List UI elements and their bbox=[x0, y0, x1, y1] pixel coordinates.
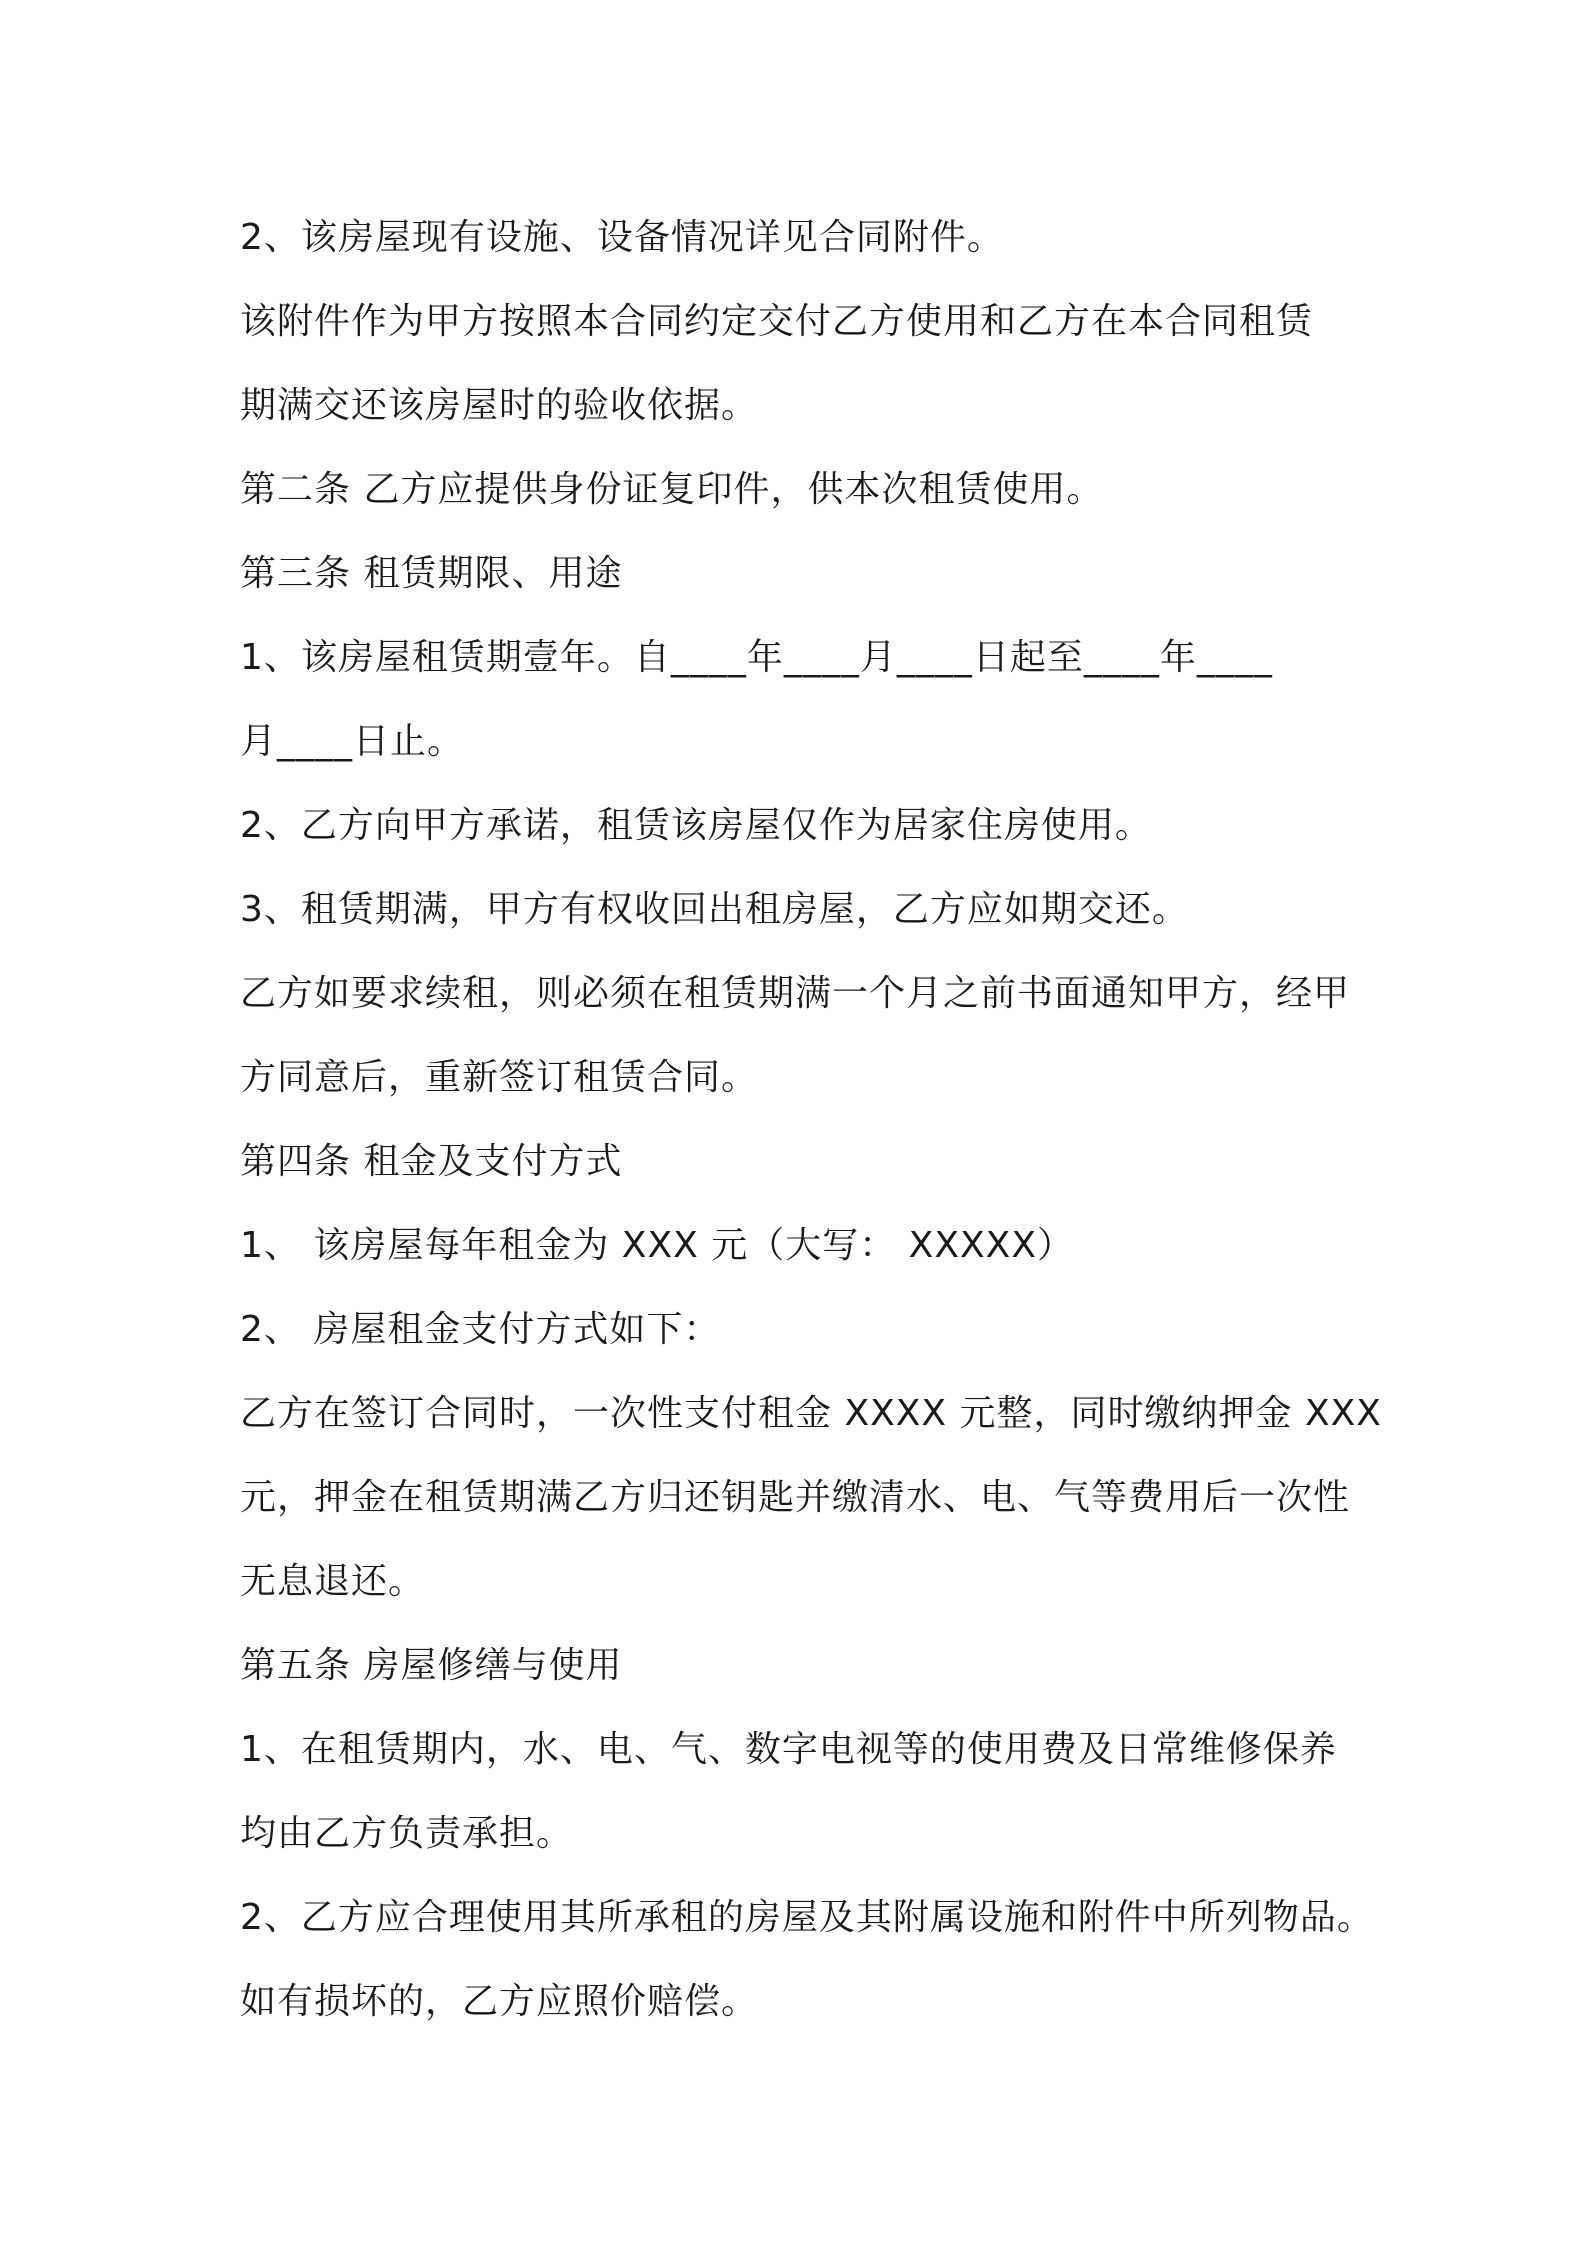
clause-line: 3、租赁期满，甲方有权收回出租房屋，乙方应如期交还。 bbox=[240, 889, 1189, 930]
clause-line: 均由乙方负责承担。 bbox=[240, 1813, 574, 1854]
clause-line: 2、乙方向甲方承诺，租赁该房屋仅作为居家住房使用。 bbox=[240, 805, 1152, 846]
clause-line: 元，押金在租赁期满乙方归还钥匙并缴清水、电、气等费用后一次性 bbox=[240, 1477, 1351, 1518]
clause-line: 如有损坏的，乙方应照价赔偿。 bbox=[240, 1981, 759, 2022]
clause-line: 1、该房屋租赁期壹年。自____年____月____日起至____年____ bbox=[240, 637, 1273, 678]
clause-line: 方同意后，重新签订租赁合同。 bbox=[240, 1057, 759, 1098]
clause-line: 2、乙方应合理使用其所承租的房屋及其附属设施和附件中所列物品。 bbox=[240, 1897, 1374, 1938]
article-heading: 第五条 房屋修缮与使用 bbox=[240, 1645, 623, 1686]
clause-line: 1、 该房屋每年租金为 XXX 元（大写： XXXXX） bbox=[240, 1225, 1074, 1266]
clause-line: 该附件作为甲方按照本合同约定交付乙方使用和乙方在本合同租赁 bbox=[240, 301, 1314, 342]
clause-line: 2、该房屋现有设施、设备情况详见合同附件。 bbox=[240, 217, 1004, 258]
article-heading: 第四条 租金及支付方式 bbox=[240, 1141, 623, 1182]
clause-line: 乙方在签订合同时，一次性支付租金 XXXX 元整，同时缴纳押金 XXX bbox=[240, 1393, 1382, 1434]
clause-line: 2、 房屋租金支付方式如下： bbox=[240, 1309, 721, 1350]
clause-line: 1、在租赁期内，水、电、气、数字电视等的使用费及日常维修保养 bbox=[240, 1729, 1337, 1770]
article-heading: 第二条 乙方应提供身份证复印件，供本次租赁使用。 bbox=[240, 469, 1104, 510]
clause-line: 无息退还。 bbox=[240, 1561, 426, 1602]
clause-line: 期满交还该房屋时的验收依据。 bbox=[240, 385, 759, 426]
clause-line: 乙方如要求续租，则必须在租赁期满一个月之前书面通知甲方，经甲 bbox=[240, 973, 1351, 1014]
article-heading: 第三条 租赁期限、用途 bbox=[240, 553, 623, 594]
contract-body bbox=[240, 196, 1382, 2044]
clause-line: 月____日止。 bbox=[240, 721, 465, 762]
